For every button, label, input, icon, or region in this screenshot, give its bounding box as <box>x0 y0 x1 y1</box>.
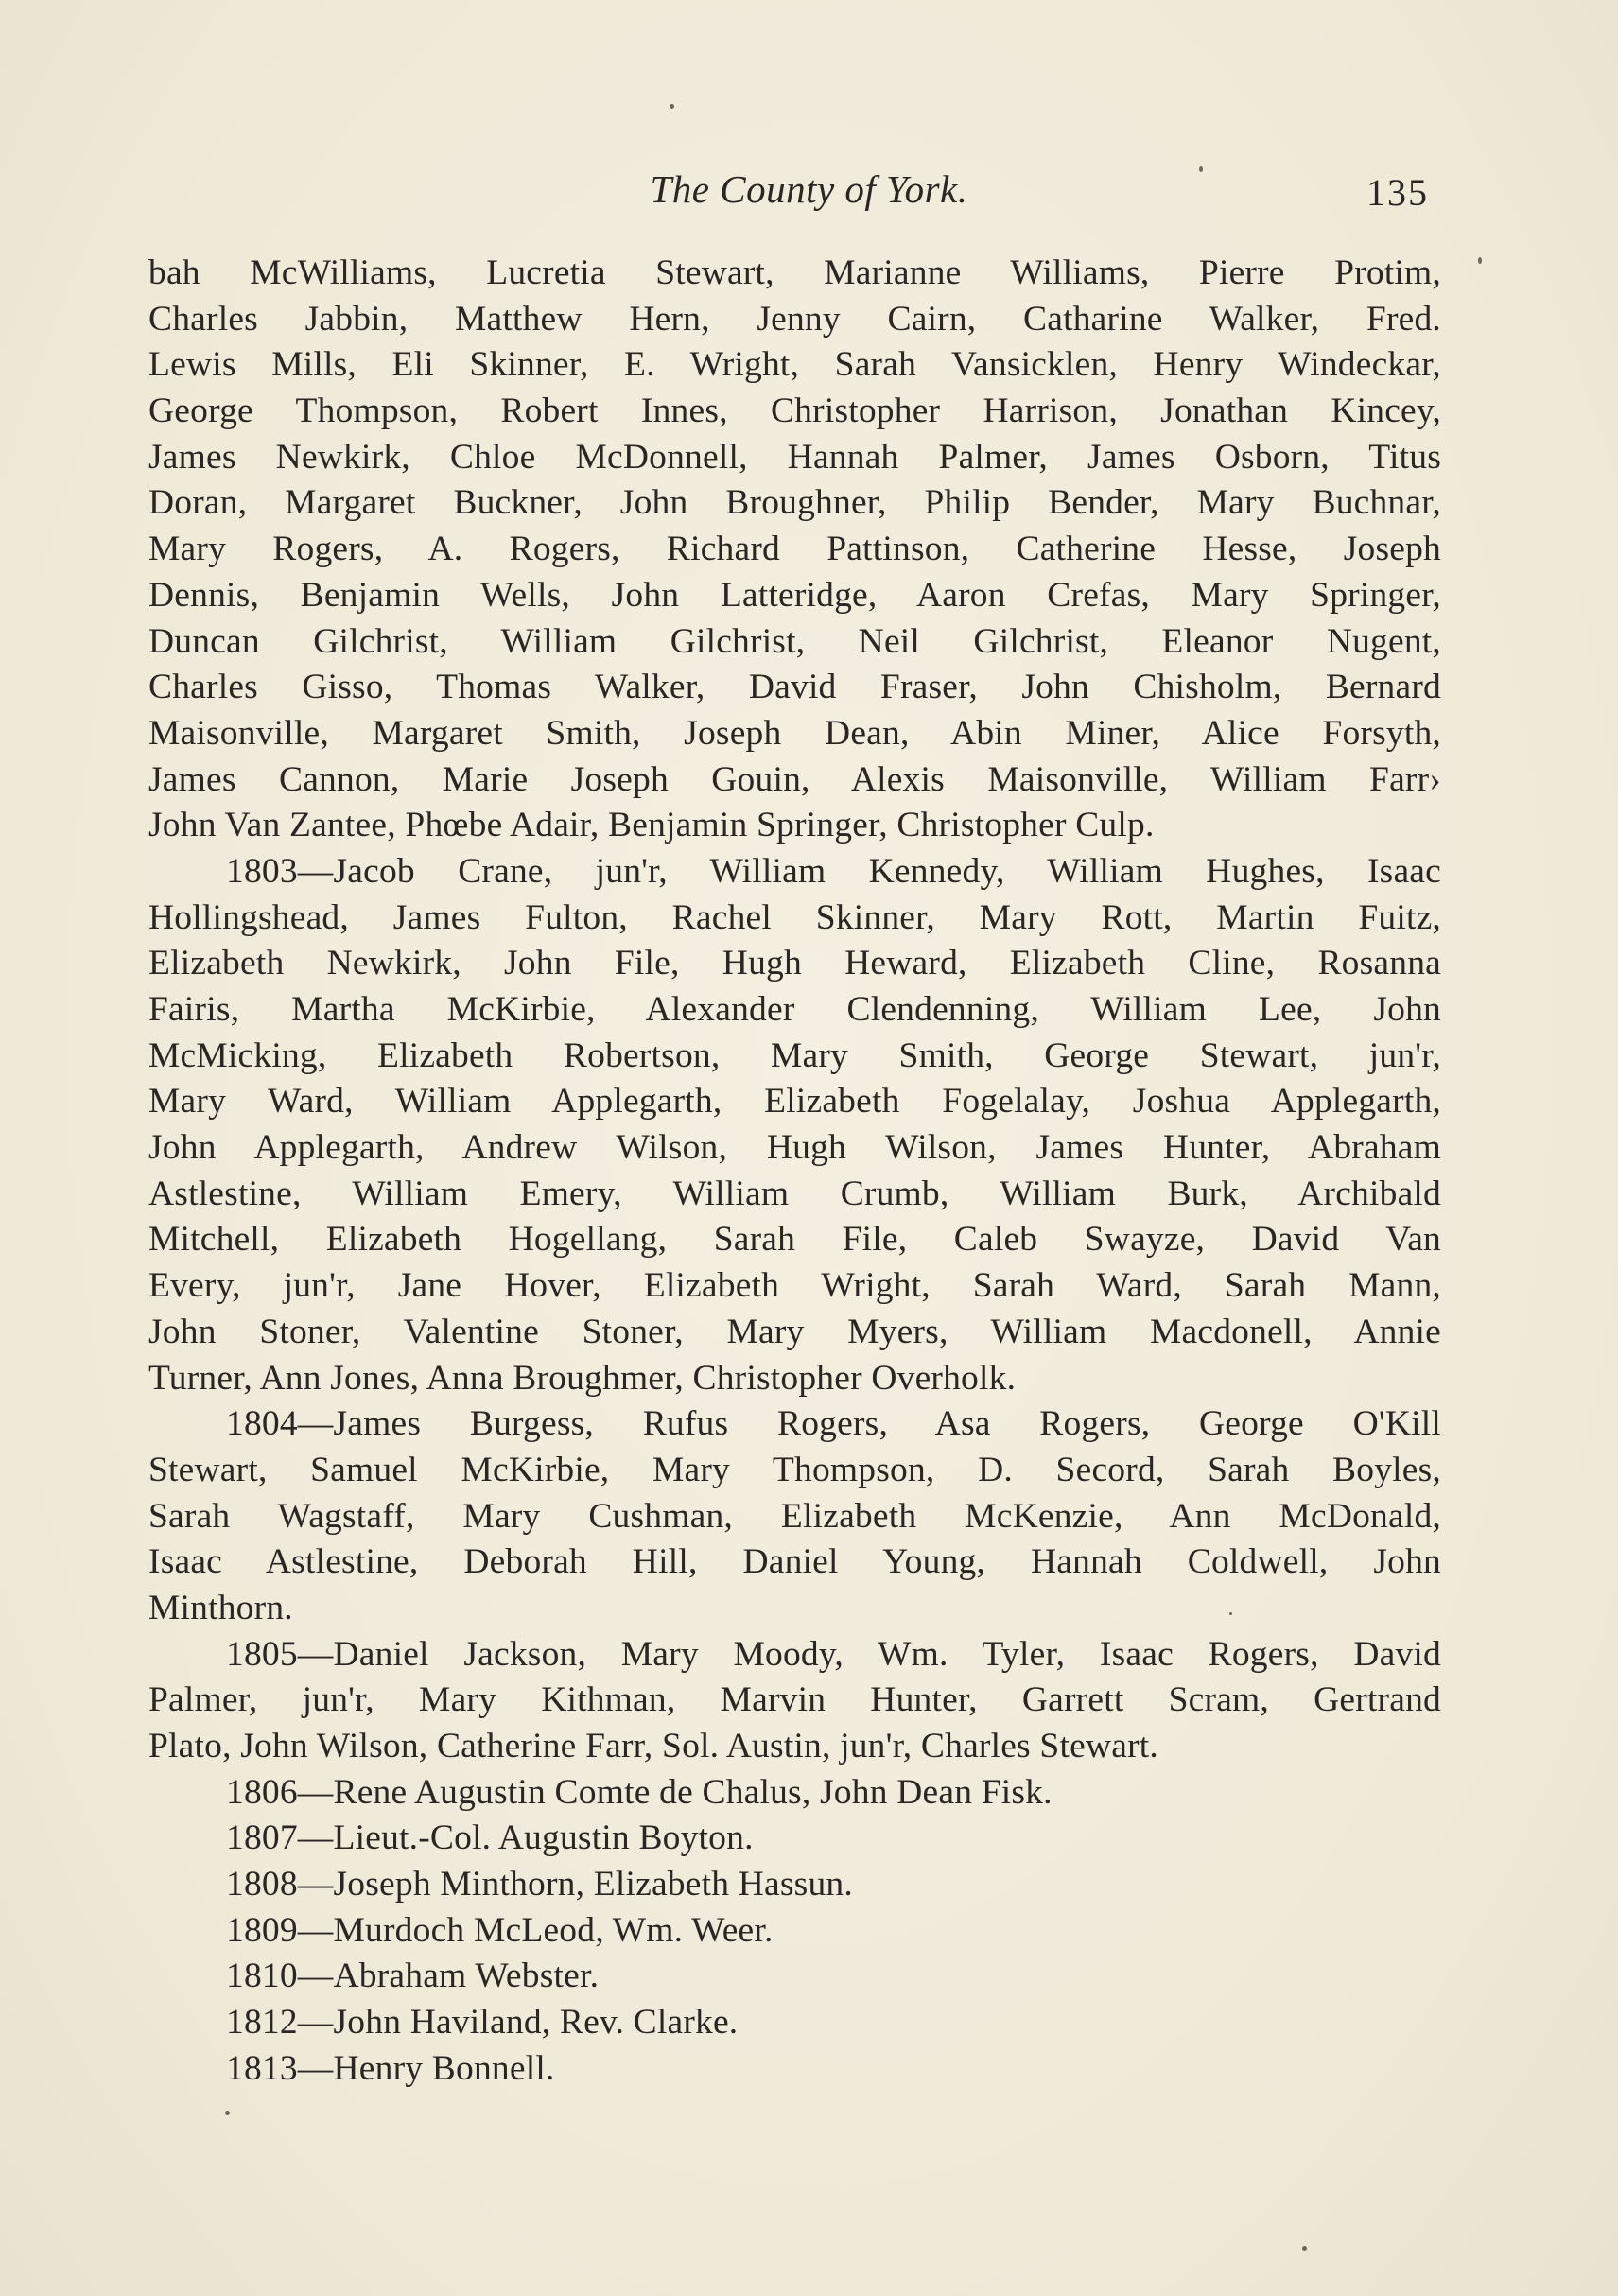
text-line: Mary Rogers, A. Rogers, Richard Pattinson, Catherine Hesse, Joseph <box>148 530 1441 569</box>
text-line: Stewart, Samuel McKirbie, Mary Thompson, D. Secord, Sarah Boyles, <box>148 1450 1441 1489</box>
paper-speck <box>1478 257 1482 264</box>
paragraph-first-line: 1805—Daniel Jackson, Mary Moody, Wm. Tyler, Isaac Rogers, David <box>226 1634 1441 1674</box>
paragraph-first-line: 1804—James Burgess, Rufus Rogers, Asa Rogers, George O'Kill <box>226 1404 1441 1444</box>
text-line: John Van Zantee, Phœbe Adair, Benjamin Springer, Christopher Culp. <box>148 806 1155 845</box>
paragraph-first-line: 1810—Abraham Webster. <box>226 1957 600 1996</box>
text-line: Elizabeth Newkirk, John File, Hugh Heward, Elizabeth Cline, Rosanna <box>148 944 1441 983</box>
text-line: Turner, Ann Jones, Anna Broughmer, Christopher Overholk. <box>148 1358 1017 1398</box>
text-line: Duncan Gilchrist, William Gilchrist, Neil Gilchrist, Eleanor Nugent, <box>148 621 1441 661</box>
text-line: Charles Jabbin, Matthew Hern, Jenny Cairn, Catharine Walker, Fred. <box>148 299 1441 339</box>
text-line: Fairis, Martha McKirbie, Alexander Clendenning, William Lee, John <box>148 990 1441 1029</box>
text-line: McMicking, Elizabeth Robertson, Mary Smith, George Stewart, jun'r, <box>148 1035 1441 1075</box>
paper-speck <box>1199 166 1203 172</box>
paper-speck <box>670 104 674 109</box>
text-line: Maisonville, Margaret Smith, Joseph Dean, Abin Miner, Alice Forsyth, <box>148 713 1441 753</box>
text-line: Every, jun'r, Jane Hover, Elizabeth Wright, Sarah Ward, Sarah Mann, <box>148 1266 1441 1306</box>
text-line: Palmer, jun'r, Mary Kithman, Marvin Hunter, Garrett Scram, Gertrand <box>148 1680 1441 1720</box>
paragraph-first-line: 1809—Murdoch McLeod, Wm. Weer. <box>226 1910 774 1950</box>
paragraph-first-line: 1806—Rene Augustin Comte de Chalus, John Dean Fisk. <box>226 1772 1053 1812</box>
paragraph-first-line: 1803—Jacob Crane, jun'r, William Kennedy, William Hughes, Isaac <box>226 851 1441 891</box>
page-number: 135 <box>1366 171 1429 214</box>
paragraph-first-line: 1813—Henry Bonnell. <box>226 2048 555 2088</box>
paragraph-first-line: 1807—Lieut.-Col. Augustin Boyton. <box>226 1818 754 1858</box>
paragraph-first-line: 1808—Joseph Minthorn, Elizabeth Hassun. <box>226 1865 853 1905</box>
text-line: Charles Gisso, Thomas Walker, David Fraser, John Chisholm, Bernard <box>148 668 1441 707</box>
text-line: bah McWilliams, Lucretia Stewart, Marianne Williams, Pierre Protim, <box>148 253 1441 292</box>
text-line: Doran, Margaret Buckner, John Broughner, Philip Bender, Mary Buchnar, <box>148 483 1441 523</box>
text-line: Minthorn. <box>148 1588 293 1627</box>
paper-speck <box>1302 2246 1307 2251</box>
text-line: Sarah Wagstaff, Mary Cushman, Elizabeth McKenzie, Ann McDonald, <box>148 1496 1441 1536</box>
text-line: James Cannon, Marie Joseph Gouin, Alexis Maisonville, William Farr› <box>148 759 1441 799</box>
text-line: James Newkirk, Chloe McDonnell, Hannah Palmer, James Osborn, Titus <box>148 437 1441 477</box>
paper-speck <box>225 2111 230 2115</box>
text-line: John Stoner, Valentine Stoner, Mary Myers, William Macdonell, Annie <box>148 1312 1441 1351</box>
page-text-body <box>148 251 1441 2093</box>
text-line: Mary Ward, William Applegarth, Elizabeth Fogelalay, Joshua Applegarth, <box>148 1082 1441 1122</box>
text-line: Dennis, Benjamin Wells, John Latteridge, Aaron Crefas, Mary Springer, <box>148 575 1441 615</box>
text-line: Mitchell, Elizabeth Hogellang, Sarah File, Caleb Swayze, David Van <box>148 1220 1441 1260</box>
text-line: George Thompson, Robert Innes, Christopher Harrison, Jonathan Kincey, <box>148 391 1441 431</box>
running-head-title: The County of York. <box>650 167 968 211</box>
text-line: Plato, John Wilson, Catherine Farr, Sol. Austin, jun'r, Charles Stewart. <box>148 1727 1158 1765</box>
text-line: Hollingshead, James Fulton, Rachel Skinner, Mary Rott, Martin Fuitz, <box>148 897 1441 937</box>
paragraph-first-line: 1812—John Haviland, Rev. Clarke. <box>226 2003 739 2043</box>
text-line: Isaac Astlestine, Deborah Hill, Daniel Young, Hannah Coldwell, John <box>148 1542 1441 1582</box>
text-line: Lewis Mills, Eli Skinner, E. Wright, Sarah Vansicklen, Henry Windeckar, <box>148 345 1441 385</box>
paper-speck <box>1229 1612 1232 1615</box>
text-line: Astlestine, William Emery, William Crumb, William Burk, Archibald <box>148 1174 1441 1213</box>
text-line: John Applegarth, Andrew Wilson, Hugh Wilson, James Hunter, Abraham <box>148 1128 1441 1168</box>
